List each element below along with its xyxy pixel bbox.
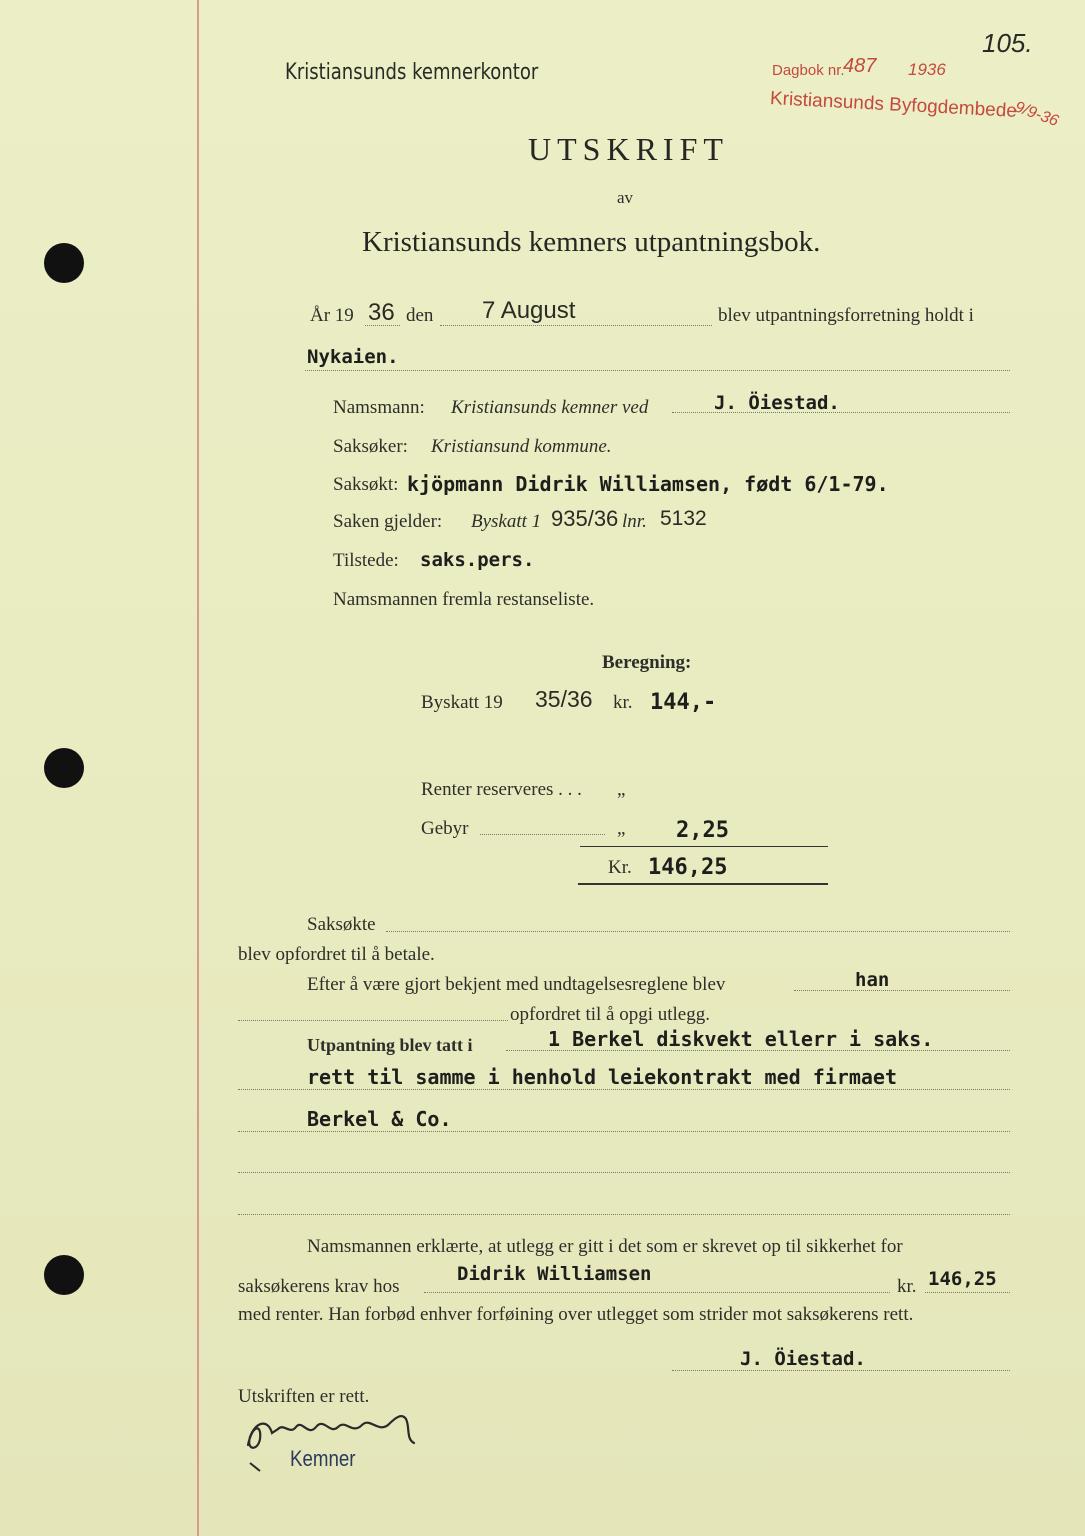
date-line: [440, 325, 712, 326]
book-title: Kristiansunds kemners utpantningsbok.: [362, 226, 821, 258]
utpantning-line2: [238, 1089, 1010, 1090]
margin-line: [197, 0, 199, 1536]
utpantning-text-1: 1 Berkel diskvekt ellerr i saks.: [548, 1027, 934, 1051]
namsmann-printed: Kristiansunds kemner ved: [451, 397, 649, 418]
efter-line: [794, 990, 1010, 991]
saksokte-line: [386, 931, 1010, 932]
year-value: 36: [368, 299, 395, 326]
beregning-heading: Beregning:: [602, 652, 692, 673]
total-kr: Kr.: [608, 857, 632, 878]
byskatt-year: 35/36: [535, 686, 593, 712]
kemner-stamp: Kemner: [290, 1446, 356, 1471]
date-value: [482, 297, 575, 325]
gebyr-amount: 2,25: [676, 818, 729, 843]
saksokt-label: Saksøkt:: [333, 474, 399, 495]
den-label: den: [406, 305, 434, 326]
restanse-text: Namsmannen fremla restanseliste.: [333, 589, 595, 610]
efter-value: han: [855, 969, 890, 991]
utpantning-label: Utpantning blev tatt i: [307, 1035, 473, 1055]
saken-label: Saken gjelder:: [333, 511, 443, 532]
signature-line: [672, 1370, 1010, 1371]
renter-text: med renter. Han forbød enhver forføining over utlegget som strider mot saksøkerens rett.: [238, 1304, 914, 1325]
blank-line: [238, 1172, 1010, 1173]
stamp-date: 9/9-36: [1012, 98, 1061, 131]
sum-rule: [580, 846, 828, 847]
erklaerte-text: Namsmannen erklærte, at utlegg er gitt i det som er skrevet op til sikkerhet for: [307, 1236, 903, 1257]
stamp-office: Kristiansunds Byfogdembede: [769, 88, 1018, 122]
blank-line: [238, 1214, 1010, 1215]
year-prefix: År 19: [310, 305, 354, 326]
krav-prefix: saksøkerens krav hos: [238, 1276, 400, 1297]
saken-year: 935/36: [551, 506, 619, 531]
intro-suffix: blev utpantningsforretning holdt i: [718, 305, 974, 326]
namsmann-label: Namsmann:: [333, 397, 425, 418]
opgi-line: [238, 1020, 508, 1021]
gebyr-mark: „: [617, 818, 626, 839]
page-number: 105.: [982, 28, 1033, 58]
efter-text: Efter å være gjort bekjent med undtagelsesreglene blev: [307, 974, 726, 995]
tilstede-value: saks.pers.: [420, 549, 535, 571]
date-value-text: 7 August: [482, 297, 576, 324]
krav-amount-line: [925, 1292, 1010, 1293]
punch-hole: [44, 1255, 84, 1295]
saken-printed: Byskatt 1: [471, 511, 542, 532]
place-value: Nykaien.: [307, 346, 399, 368]
renter-label: Renter reserveres . . .: [421, 779, 582, 800]
total-amount: 146,25: [648, 855, 728, 880]
punch-hole: [44, 748, 84, 788]
byskatt-kr: kr.: [613, 692, 633, 713]
saken-lnr: lnr.: [622, 511, 647, 532]
krav-name: Didrik Williamsen: [457, 1263, 652, 1285]
signature-typed: J. Öiestad.: [740, 1348, 866, 1370]
saksokte-label: Saksøkte: [307, 914, 376, 935]
utskrift-rett: Utskriften er rett.: [238, 1386, 370, 1407]
punch-hole: [44, 243, 84, 283]
krav-amount: 146,25: [928, 1268, 997, 1290]
utpantning-text-3: Berkel & Co.: [307, 1107, 452, 1131]
renter-mark: „: [617, 779, 626, 800]
office-header: Kristiansunds kemnerkontor: [285, 60, 539, 85]
byskatt-amount: 144,-: [650, 690, 717, 715]
gebyr-label: Gebyr: [421, 818, 469, 839]
gebyr-dots: [480, 834, 605, 835]
krav-kr: kr.: [897, 1276, 917, 1297]
stamp-dagbok-number: 487: [843, 55, 877, 77]
opgi-text: opfordret til å opgi utlegg.: [510, 1004, 710, 1025]
opfordret-text: blev opfordret til å betale.: [238, 944, 435, 965]
utpantning-line3: [238, 1131, 1010, 1132]
saken-lnr-value: 5132: [660, 507, 707, 530]
tilstede-label: Tilstede:: [333, 550, 399, 571]
namsmann-value: J. Öiestad.: [714, 392, 840, 414]
krav-line: [424, 1292, 890, 1293]
place-line: [305, 370, 1010, 371]
stamp-year: 1936: [908, 60, 946, 79]
utpantning-text-2: rett til samme i henhold leiekontrakt med firmaet: [307, 1065, 898, 1089]
byskatt-label: Byskatt 19: [421, 692, 503, 713]
stamp-dagbok: Dagbok nr.: [772, 62, 845, 79]
saksokt-value: kjöpmann Didrik Williamsen, født 6/1-79.: [407, 472, 889, 496]
document-title: UTSKRIFT: [528, 131, 729, 167]
title-av: av: [617, 188, 634, 207]
saksoker-value: Kristiansund kommune.: [431, 436, 612, 457]
total-rule: [578, 883, 828, 885]
saksoker-label: Saksøker:: [333, 436, 408, 457]
